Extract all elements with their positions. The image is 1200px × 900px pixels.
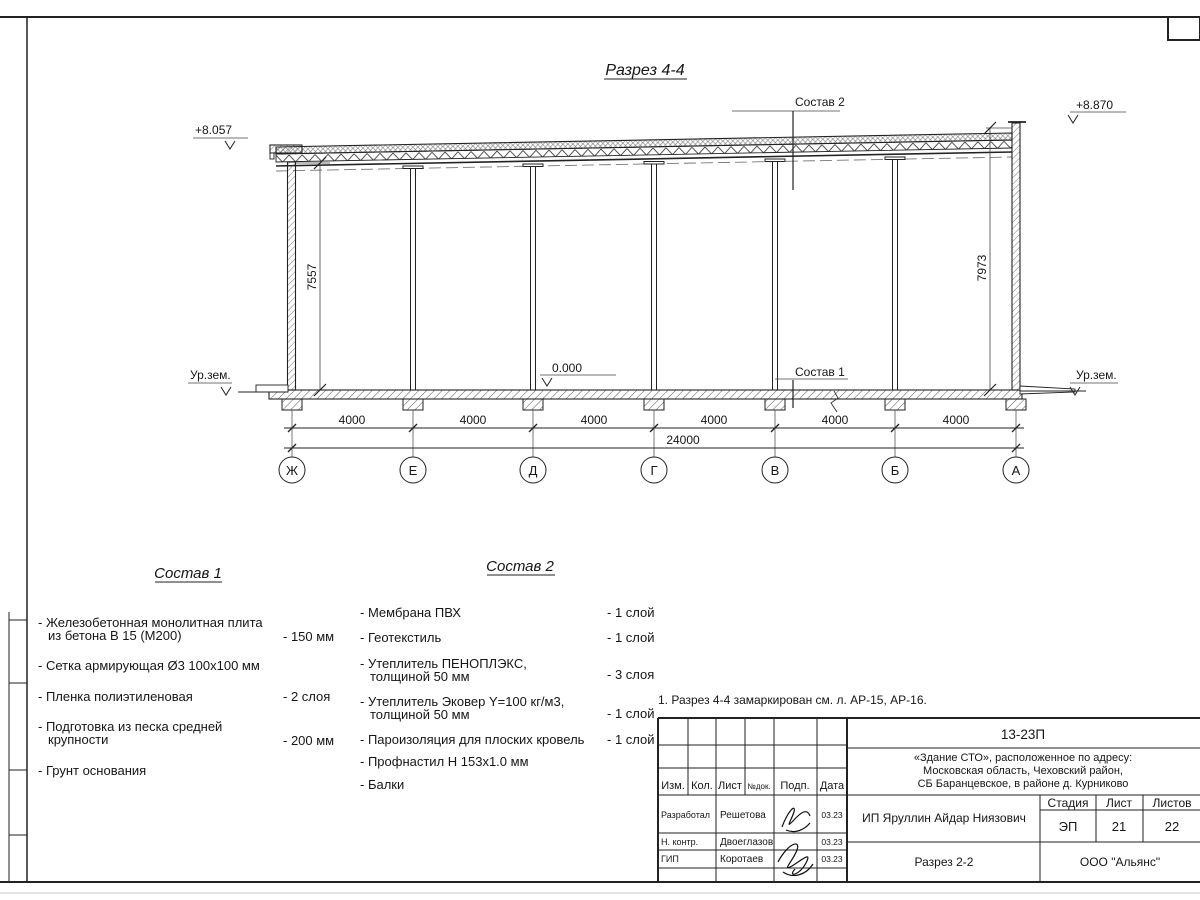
svg-text:- Геотекстиль: - Геотекстиль	[360, 630, 442, 645]
svg-text:+8.870: +8.870	[1076, 98, 1114, 112]
svg-text:- 1 слой: - 1 слой	[607, 605, 655, 620]
svg-text:4000: 4000	[942, 413, 970, 427]
svg-text:- Пленка полиэтиленовая: - Пленка полиэтиленовая	[38, 689, 193, 704]
elevation-mark-left	[193, 123, 248, 149]
svg-text:Московская область, Чеховский: Московская область, Чеховский район,	[923, 765, 1123, 777]
sheet-title: Разрез 2-2	[914, 855, 974, 869]
svg-text:4000: 4000	[821, 413, 849, 427]
signature	[782, 808, 810, 831]
svg-text:Ур.зем.: Ур.зем.	[190, 368, 231, 382]
left-wall	[288, 162, 296, 390]
svg-text:Кол.: Кол.	[691, 780, 713, 792]
composition1-callout	[775, 365, 848, 408]
svg-text:Б: Б	[890, 463, 900, 478]
svg-text:03.23: 03.23	[821, 810, 843, 820]
svg-text:7557: 7557	[305, 263, 319, 291]
svg-text:Лист: Лист	[1105, 796, 1133, 810]
title-block	[658, 718, 1200, 882]
document-number: 13-23П	[1000, 727, 1046, 742]
svg-text:Решетова: Решетова	[720, 810, 766, 821]
signature	[778, 844, 813, 876]
svg-text:Ур.зем.: Ур.зем.	[1076, 368, 1117, 382]
svg-text:ЭП: ЭП	[1058, 819, 1078, 834]
svg-text:«Здание СТО», расположенное по: «Здание СТО», расположенное по адресу:	[913, 752, 1133, 764]
company-name: ООО "Альянс"	[1079, 855, 1161, 869]
svg-text:- Утеплитель ПЕНОПЛЭКС,: - Утеплитель ПЕНОПЛЭКС,	[360, 656, 527, 671]
svg-text:+8.057: +8.057	[195, 123, 233, 137]
svg-text:Разработал: Разработал	[661, 810, 710, 820]
foundation-pads	[282, 399, 1026, 410]
svg-text:Листов: Листов	[1152, 796, 1192, 810]
svg-text:4000: 4000	[459, 413, 487, 427]
svg-text:22: 22	[1164, 819, 1180, 834]
floor-slab	[238, 385, 1086, 399]
format-stamp-box	[1168, 17, 1200, 40]
drawing-title: Разрез 4-4	[605, 62, 685, 79]
ground-level-mark-right	[1070, 368, 1118, 395]
zero-level-mark	[540, 361, 616, 386]
svg-text:7973: 7973	[975, 254, 989, 282]
svg-text:- 1 слой: - 1 слой	[607, 630, 655, 645]
elevation-mark-right	[1068, 98, 1126, 123]
svg-text:№док.: №док.	[747, 782, 771, 791]
axis-bubbles	[279, 457, 1029, 483]
svg-text:4000: 4000	[580, 413, 608, 427]
svg-text:- Балки: - Балки	[360, 777, 405, 792]
svg-text:Н. контр.: Н. контр.	[661, 837, 699, 847]
svg-text:- Железобетонная монолитная п: - Железобетонная монолитная плита	[38, 615, 263, 630]
columns	[403, 157, 905, 390]
svg-text:Е: Е	[408, 463, 418, 478]
svg-text:24000: 24000	[666, 433, 700, 447]
svg-text:0.000: 0.000	[552, 361, 583, 375]
svg-text:- Профнастил Н 153х1.0 мм: - Профнастил Н 153х1.0 мм	[360, 754, 529, 769]
project-address	[914, 752, 1132, 790]
svg-text:крупности: крупности	[48, 732, 109, 747]
client-name: ИП Яруллин Айдар Ниязович	[862, 811, 1026, 825]
svg-text:4000: 4000	[700, 413, 728, 427]
svg-text:из бетона В 15 (М200): из бетона В 15 (М200)	[48, 628, 182, 643]
svg-text:- 200 мм: - 200 мм	[283, 733, 335, 748]
composition1-heading: Состав 1	[154, 565, 222, 582]
height-dimension-left	[296, 157, 330, 396]
svg-text:А: А	[1011, 463, 1021, 478]
svg-text:- Пароизоляция для плоских кро: - Пароизоляция для плоских кровель	[360, 732, 585, 747]
svg-text:СБ Баранцевское, в районе д. К: СБ Баранцевское, в районе д. Курниково	[917, 778, 1129, 790]
svg-text:- Утеплитель Эковер Y=100 кг/м: - Утеплитель Эковер Y=100 кг/м3,	[360, 694, 565, 709]
svg-text:Дата: Дата	[819, 780, 845, 792]
svg-text:21: 21	[1111, 819, 1127, 834]
building-section	[188, 62, 1126, 483]
svg-text:03.23: 03.23	[821, 854, 843, 864]
svg-text:Изм.: Изм.	[661, 780, 685, 792]
composition2-list	[360, 558, 655, 792]
svg-text:Подп.: Подп.	[780, 780, 810, 792]
svg-text:ГИП: ГИП	[661, 854, 679, 864]
composition2-heading: Состав 2	[486, 558, 554, 575]
svg-text:- 150 мм: - 150 мм	[283, 629, 335, 644]
svg-text:- 1 слой: - 1 слой	[607, 706, 655, 721]
titleblock-signature-rows	[661, 808, 843, 875]
svg-text:Стадия: Стадия	[1047, 796, 1089, 810]
composition1-list	[38, 565, 334, 778]
height-dimension-right	[975, 122, 1012, 396]
svg-text:- Мембрана ПВХ: - Мембрана ПВХ	[360, 605, 461, 620]
ground-level-mark-left	[188, 368, 232, 395]
svg-text:- Грунт основания: - Грунт основания	[38, 763, 147, 778]
svg-text:- 2 слоя: - 2 слоя	[283, 689, 331, 704]
svg-text:Г: Г	[650, 463, 658, 478]
right-wall	[1012, 123, 1020, 390]
svg-text:- Сетка армирующая Ø3 100х100: - Сетка армирующая Ø3 100х100 мм	[38, 658, 260, 673]
svg-text:В: В	[770, 463, 780, 478]
svg-text:- 1 слой: - 1 слой	[607, 732, 655, 747]
svg-text:Лист: Лист	[718, 780, 742, 792]
drawing-note: 1. Разрез 4-4 замаркирован см. л. АР-15, АР-16.	[658, 693, 927, 707]
svg-text:Коротаев: Коротаев	[720, 854, 764, 865]
svg-text:03.23: 03.23	[821, 837, 843, 847]
svg-text:- 3 слоя: - 3 слоя	[607, 667, 655, 682]
svg-text:толщиной 50 мм: толщиной 50 мм	[370, 707, 470, 722]
svg-text:Д: Д	[528, 463, 538, 478]
axis-extension-lines	[292, 410, 1016, 457]
left-margin-boxes	[9, 612, 27, 882]
svg-text:Состав 1: Состав 1	[795, 365, 845, 379]
roof-assembly	[276, 133, 1012, 171]
svg-text:Состав 2: Состав 2	[795, 95, 845, 109]
svg-text:4000: 4000	[338, 413, 366, 427]
stage-sheet-table	[1048, 796, 1192, 834]
svg-text:- Подготовка из песка средней: - Подготовка из песка средней	[38, 719, 223, 734]
svg-text:Ж: Ж	[285, 463, 299, 478]
svg-text:Двоеглазов: Двоеглазов	[720, 837, 774, 848]
svg-text:толщиной 50 мм: толщиной 50 мм	[370, 669, 470, 684]
